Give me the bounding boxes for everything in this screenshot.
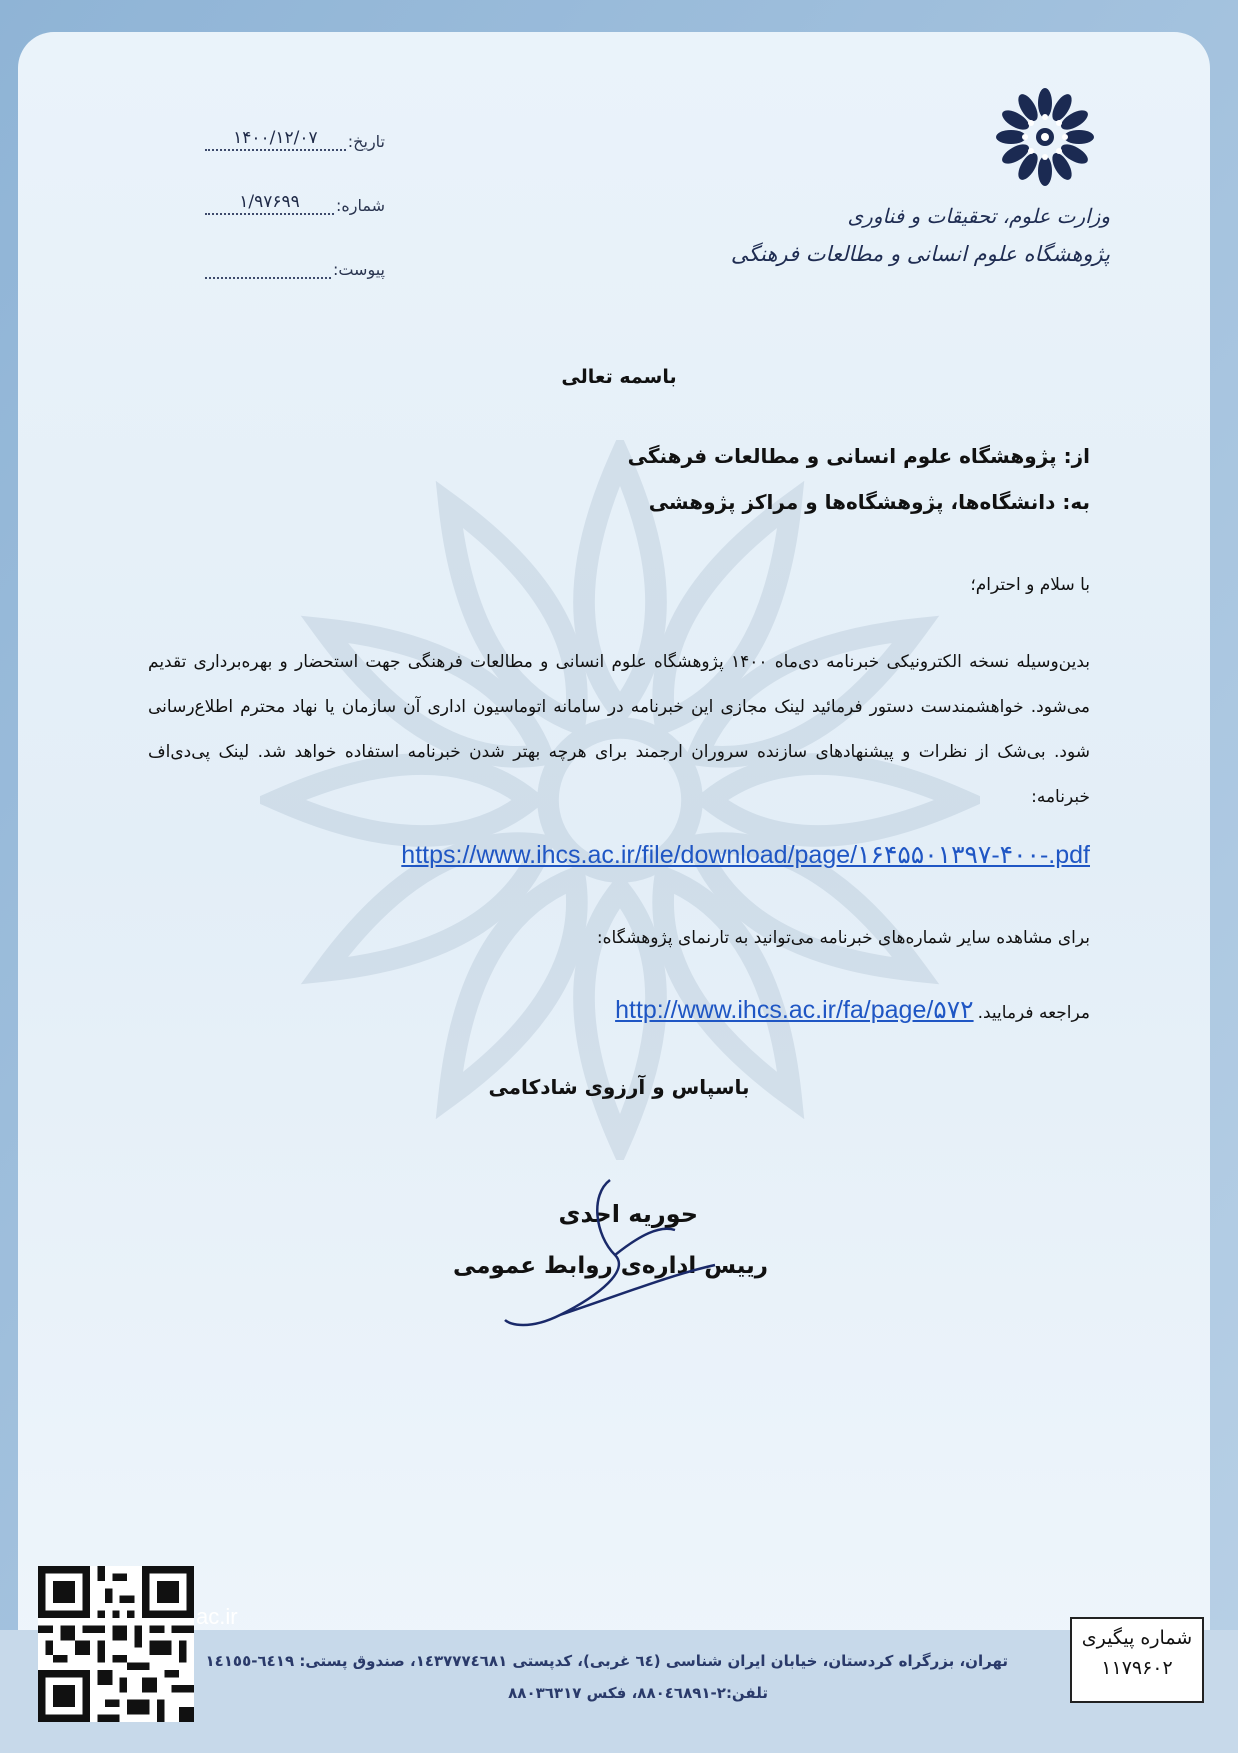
ministry-name: وزارت علوم، تحقیقات و فناوری <box>847 204 1110 228</box>
letter-body: بدین‌وسیله نسخه الکترونیکی خبرنامه دی‌ماه ۱۴۰۰ پژوهشگاه علوم انسانی و مطالعات فرهنگی جهت استحضار و بهره‌برداری تقدیم می‌شود. خواهشمندست دستور فرمائید لینک مجازی این خبرنامه در سامانه اتوماسیون اداری آن سازمان یا نهاد محترم اطلاع‌رسانی شود. بی‌شک از نظرات و پیشنهادهای سازنده سروران ارجمند برای هرچه بهتر شدن خبرنامه استفاده خواهد شد. لینک پی‌دی‌اف خبرنامه: <box>148 652 1090 807</box>
number-label: شماره: <box>335 196 385 215</box>
institute-name: پژوهشگاه علوم انسانی و مطالعات فرهنگی <box>730 242 1110 266</box>
date-field <box>205 128 385 151</box>
from-line: از: پژوهشگاه علوم انسانی و مطالعات فرهنگی <box>627 444 1090 468</box>
number-field <box>205 192 385 215</box>
institute-logo-icon <box>990 82 1100 192</box>
date-label: تاریخ: <box>347 132 385 151</box>
refer-text: مراجعه فرمایید. <box>977 1003 1090 1023</box>
tracking-value: ۱۱۷۹۶۰۲ <box>1101 1657 1173 1679</box>
qr-code-icon <box>38 1566 194 1722</box>
signer-title: رییس اداره‌ی روابط عمومی <box>452 1253 768 1279</box>
footer-phones: تلفن:٢-٨٨٠٤٦٨٩١، فکس ٨٨٠٣٦٣١٧ <box>508 1684 768 1702</box>
more-issues-text: برای مشاهده سایر شماره‌های خبرنامه می‌توانید به تارنمای پژوهشگاه: <box>596 928 1090 948</box>
closing-line: باسپاس و آرزوی شادکامی <box>488 1075 750 1099</box>
site-fragment: ac.ir <box>196 1604 238 1629</box>
signer-name: حوریه احدی <box>558 1200 698 1228</box>
site-link[interactable]: http://www.ihcs.ac.ir/fa/page/۵۷۲ <box>615 996 974 1024</box>
pdf-link[interactable]: https://www.ihcs.ac.ir/file/download/page/۱۶۴۵۵۰۱۳۹۷-۴۰۰-.pdf <box>401 841 1090 869</box>
signature-icon <box>500 1175 720 1335</box>
tracking-label: شماره پیگیری <box>1081 1627 1193 1649</box>
attachment-field <box>205 256 385 279</box>
footer-address: تهران، بزرگراه کردستان، خیابان ایران شناسی (٦٤ غربی)، کدپستی ١٤٣٧٧٧٤٦٨١، صندوق پستی: ٦٤١٩-١٤١٥٥ <box>205 1652 1008 1670</box>
greeting: با سلام و احترام؛ <box>970 575 1090 595</box>
number-value: ۱/۹۷۶۹۹ <box>205 192 334 215</box>
to-line: به: دانشگاه‌ها، پژوهشگاه‌ها و مراکز پژوهشی <box>648 490 1090 514</box>
letter-heading: باسمه تعالی <box>561 366 677 388</box>
tracking-box <box>1070 1617 1204 1703</box>
attachment-label: پیوست: <box>332 260 385 279</box>
attachment-value <box>205 256 331 279</box>
reference-line <box>615 995 1090 1025</box>
date-value: ۱۴۰۰/۱۲/۰۷ <box>205 128 346 151</box>
